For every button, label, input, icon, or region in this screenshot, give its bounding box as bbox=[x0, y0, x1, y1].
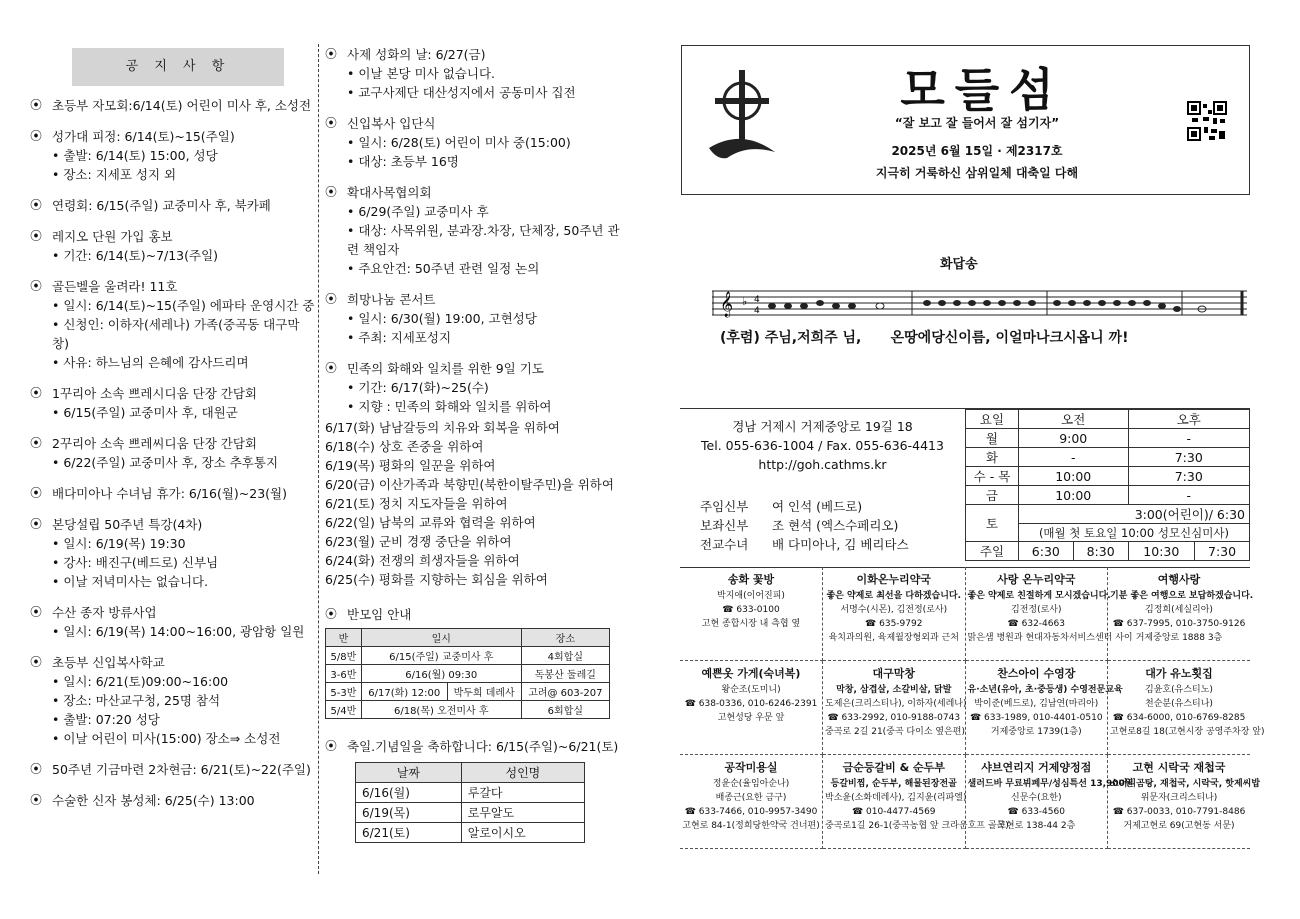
clergy-role: 전교수녀 bbox=[700, 537, 749, 552]
bullet-circle-icon: ⦿ bbox=[30, 605, 43, 619]
notice-item bbox=[30, 760, 315, 779]
notice-item bbox=[30, 603, 315, 641]
schedule-am: - bbox=[1018, 448, 1128, 467]
ad-line: 맑은샘 병원과 현대자동차서비스센터 사이 bbox=[967, 633, 1133, 643]
prayer-list bbox=[325, 418, 625, 589]
ad-name: 이화온누리약국 bbox=[856, 573, 931, 586]
notice-title-text: 수산 종자 방류사업 bbox=[52, 605, 157, 620]
clergy-row bbox=[700, 535, 909, 554]
notice-item bbox=[30, 96, 315, 115]
ad-name: 공작미용실 bbox=[724, 761, 778, 774]
ad-line: 박소윤(소화데레사), 김지윤(리파엘) bbox=[825, 793, 967, 803]
feast-cell: 6/16(월) bbox=[356, 783, 462, 803]
feast-cell: 6/21(토) bbox=[356, 823, 462, 843]
ad-cell bbox=[680, 755, 823, 849]
notice-title bbox=[30, 603, 315, 622]
notice-item bbox=[30, 196, 315, 215]
notice-detail: • 주요안건: 50주년 관련 일정 논의 bbox=[325, 259, 625, 278]
ad-name: 송화 꽃방 bbox=[727, 573, 775, 586]
ad-line: 김윤호(유스티노) bbox=[1145, 685, 1213, 695]
prayer-intention: 6/20(금) 이산가족과 북향민(북한이탈주민)을 위하여 bbox=[325, 477, 614, 492]
prayer-intention: 6/24(화) 전쟁의 희생자들을 위하여 bbox=[325, 553, 520, 568]
bullet-circle-icon: ⦿ bbox=[30, 517, 43, 531]
notice-title-text: 레지오 단원 가입 홍보 bbox=[52, 229, 173, 244]
banmoim-header-cell: 반 bbox=[326, 629, 362, 647]
ad-line: ☎ 633-4560 bbox=[1007, 807, 1065, 817]
banmoim-row bbox=[326, 665, 610, 683]
prayer-intention: 6/22(일) 남북의 교류와 협력을 위하여 bbox=[325, 515, 536, 530]
ad-line: ☎ 010-4477-4569 bbox=[851, 807, 936, 817]
schedule-day: 수 - 목 bbox=[966, 467, 1019, 486]
bullet-circle-icon: ⦿ bbox=[30, 436, 43, 450]
notice-item bbox=[325, 114, 625, 171]
phone: Tel. 055-636-1004 / Fax. 055-636-4413 bbox=[701, 438, 944, 453]
ads-table bbox=[680, 567, 1265, 849]
schedule-header-cell: 요일 bbox=[966, 410, 1019, 429]
notice-detail: • 일시: 6/21(토)09:00~16:00 bbox=[30, 672, 315, 691]
bullet-circle-icon: ⦿ bbox=[30, 129, 43, 143]
notice-title bbox=[30, 791, 315, 810]
ad-line: 정윤순(율임아순나) bbox=[712, 779, 790, 789]
ad-tagline: 좋은 약제로 친절하게 모시겠습니다. bbox=[967, 591, 1111, 601]
notice-detail: • 6/15(주일) 교중미사 후, 대원군 bbox=[30, 403, 315, 422]
ad-cell bbox=[823, 567, 966, 661]
banmoim-cell: 독봉산 둘레길 bbox=[521, 665, 609, 683]
schedule-sun-time: 6:30 bbox=[1018, 542, 1073, 561]
ad-line: 거제고현로 69(고현동 서문) bbox=[1123, 821, 1235, 831]
schedule-sun-time: 7:30 bbox=[1195, 542, 1250, 561]
banmoim-cell: 박두희 데레사 bbox=[447, 683, 521, 701]
schedule-header-cell: 오전 bbox=[1018, 410, 1128, 429]
address: 경남 거제시 거제중앙로 19길 18 bbox=[732, 419, 913, 434]
banmoim-cell: 고려@ 603-207 bbox=[521, 683, 609, 701]
ad-cell bbox=[965, 661, 1123, 755]
banmoim-cell: 5/8반 bbox=[326, 647, 362, 665]
ad-line: ☎ 635-9792 bbox=[865, 619, 923, 629]
bullet-circle-icon: ⦿ bbox=[30, 386, 43, 400]
notice-title bbox=[30, 196, 315, 215]
notice-title-text: 1꾸리아 소속 쁘레시디움 단장 간담회 bbox=[52, 386, 257, 401]
schedule-pm: - bbox=[1128, 429, 1249, 448]
notice-detail: • 장소: 마산교구청, 25명 참석 bbox=[30, 691, 315, 710]
ad-line: 고현 종합시장 내 측협 옆 bbox=[701, 619, 801, 629]
feast-cell: 로무알도 bbox=[461, 803, 584, 823]
feast-row bbox=[356, 783, 585, 803]
prayer-intention: 6/21(토) 정치 지도자들을 위하여 bbox=[325, 496, 508, 511]
notices-list-2 bbox=[325, 45, 625, 416]
ad-line: 고현로 84-1(정희당한약국 건너편) bbox=[682, 821, 820, 831]
ads-row bbox=[680, 755, 1250, 849]
prayer-intention: 6/19(목) 평화의 일꾼을 위하여 bbox=[325, 458, 496, 473]
notice-title bbox=[30, 384, 315, 403]
ad-tagline: 등갈비찜, 순두부, 해물된장전골 bbox=[830, 779, 957, 789]
ad-line: 천순분(유스티나) bbox=[1145, 699, 1213, 709]
clergy-name: 여 인석 (베드로) bbox=[772, 499, 863, 514]
notice-item bbox=[30, 277, 315, 372]
notice-detail: • 지향 : 민족의 화해와 일치를 위하여 bbox=[325, 397, 625, 416]
qr-code-icon[interactable] bbox=[1187, 101, 1227, 141]
ad-cell bbox=[1108, 755, 1261, 849]
feast-day: 지극히 거룩하신 삼위일체 대축일 다해 bbox=[875, 166, 1079, 180]
ad-line: ☎ 633-2992, 010-9188-0743 bbox=[827, 713, 961, 723]
notice-detail: • 대상: 초등부 16명 bbox=[325, 152, 625, 171]
ad-line: 위문자(크리스티나) bbox=[1140, 793, 1218, 803]
notice-item bbox=[325, 45, 625, 102]
feast-table bbox=[355, 762, 585, 843]
schedule-sun-time: 10:30 bbox=[1128, 542, 1195, 561]
notice-title bbox=[30, 484, 315, 503]
notice-detail: • 기간: 6/17(화)~25(수) bbox=[325, 378, 625, 397]
ad-cell bbox=[823, 755, 1009, 849]
schedule-am: 10:00 bbox=[1018, 486, 1128, 505]
feast-title: ⦿ 축일.기념일을 축하합니다: 6/15(주일)~6/21(토) bbox=[325, 739, 619, 754]
ad-name: 예쁜옷 가게(숙녀복) bbox=[701, 667, 801, 680]
schedule-header-row bbox=[966, 410, 1250, 429]
notice-title bbox=[30, 96, 315, 115]
banmoim-cell: 6/18(목) 오전미사 후 bbox=[361, 701, 521, 719]
schedule-day: 토 bbox=[966, 505, 1019, 542]
notices-column-1 bbox=[30, 48, 315, 822]
ad-line: 김정희(세실리아) bbox=[1145, 605, 1213, 615]
ad-line: 왕순조(도미니) bbox=[721, 685, 781, 695]
schedule-row bbox=[966, 467, 1250, 486]
notice-detail: • 이날 어린이 미사(15:00) 장소⇒ 소성전 bbox=[30, 729, 315, 748]
banmoim-row bbox=[326, 683, 610, 701]
notice-item bbox=[30, 384, 315, 422]
notice-title-text: 확대사목협의회 bbox=[347, 185, 432, 200]
notice-detail: • 교구사제단 대산성지에서 공동미사 집전 bbox=[325, 83, 625, 102]
ad-name: 대구막창 bbox=[872, 667, 915, 680]
notice-item bbox=[30, 127, 315, 184]
ad-line: 신문수(요한) bbox=[1011, 793, 1062, 803]
banmoim-cell: 6회합실 bbox=[521, 701, 609, 719]
issue-date: 2025년 6월 15일 · 제2317호 bbox=[891, 144, 1063, 158]
bullet-circle-icon: ⦿ bbox=[30, 655, 43, 669]
notice-title-text: 2꾸리아 소속 쁘레씨디움 단장 간담회 bbox=[52, 436, 257, 451]
schedule-row-sunday bbox=[966, 542, 1250, 561]
schedule-pm: 3:00(어린이)/ 6:30 bbox=[1018, 505, 1249, 524]
schedule-row bbox=[966, 486, 1250, 505]
notice-detail: • 출발: 07:20 성당 bbox=[30, 710, 315, 729]
notice-item bbox=[325, 359, 625, 416]
bullet-circle-icon: ⦿ bbox=[30, 762, 43, 776]
notice-title-text: 배다미아나 수녀님 휴가: 6/16(월)~23(월) bbox=[52, 486, 287, 501]
banmoim-cell: 5-3반 bbox=[326, 683, 362, 701]
feast-cell: 6/19(목) bbox=[356, 803, 462, 823]
notice-title bbox=[30, 515, 315, 534]
schedule-note: (매월 첫 토요일 10:00 성모신심미사) bbox=[1018, 524, 1249, 542]
bullet-circle-icon: ⦿ bbox=[325, 116, 338, 130]
bulletin-title: 모들섬 bbox=[900, 63, 1064, 117]
cross-dove-logo-icon bbox=[707, 68, 777, 168]
ad-cell bbox=[1108, 661, 1265, 755]
ad-line: 도제은(크리스티나), 이하자(세레나) bbox=[825, 699, 967, 709]
schedule-day: 금 bbox=[966, 486, 1019, 505]
ad-line: 고현성당 우문 앞 bbox=[717, 713, 785, 723]
ad-line: ☎ 637-0033, 010-7791-8486 bbox=[1112, 807, 1246, 817]
notice-title bbox=[325, 183, 625, 202]
notice-title bbox=[30, 127, 315, 146]
ad-line: 박이준(베드로), 김남연(마리아) bbox=[974, 699, 1099, 709]
schedule-header-cell: 오후 bbox=[1128, 410, 1249, 429]
notices-list-1 bbox=[30, 96, 315, 810]
ad-tagline: 소머리곰탕, 재첩국, 시락국, 핫제씨밥 bbox=[1110, 779, 1261, 789]
ad-tagline: 막창, 삼겹살, 소갈비살, 닭발 bbox=[836, 685, 952, 695]
ad-line: ☎ 633-7466, 010-9957-3490 bbox=[684, 807, 818, 817]
notice-title bbox=[30, 227, 315, 246]
schedule-day: 월 bbox=[966, 429, 1019, 448]
clergy-name: 배 다미아나, 김 베리타스 bbox=[772, 537, 909, 552]
masthead bbox=[681, 45, 1250, 195]
ad-line: ☎ 632-4663 bbox=[1007, 619, 1065, 629]
prayer-intention: 6/23(월) 군비 경쟁 중단을 위하여 bbox=[325, 534, 512, 549]
banmoim-cell: 4회합실 bbox=[521, 647, 609, 665]
clergy-role: 주임신부 bbox=[700, 499, 749, 514]
svg-text:4: 4 bbox=[754, 306, 760, 316]
banmoim-cell: 6/15(주일) 교중미사 후 bbox=[361, 647, 521, 665]
feast-row bbox=[356, 823, 585, 843]
notice-title bbox=[30, 434, 315, 453]
notice-detail: • 일시: 6/28(토) 어린이 미사 중(15:00) bbox=[325, 133, 625, 152]
notice-detail: • 일시: 6/19(목) 19:30 bbox=[30, 534, 315, 553]
schedule-row bbox=[966, 429, 1250, 448]
banmoim-cell: 5/4반 bbox=[326, 701, 362, 719]
ad-line: ☎ 634-6000, 010-6769-8285 bbox=[1112, 713, 1246, 723]
bullet-circle-icon: ⦿ bbox=[325, 739, 338, 753]
banmoim-header-cell: 장소 bbox=[521, 629, 609, 647]
notice-title-text: 골든벨을 울려라! 11호 bbox=[52, 279, 178, 294]
notice-title bbox=[325, 45, 625, 64]
ad-name: 찬스아이 수영장 bbox=[997, 667, 1076, 680]
parish-address-block bbox=[680, 417, 965, 474]
svg-text:4: 4 bbox=[754, 295, 760, 305]
music-staff bbox=[712, 285, 1252, 325]
schedule-row bbox=[966, 448, 1250, 467]
notice-detail: • 기간: 6/14(토)~7/13(주일) bbox=[30, 246, 315, 265]
notice-detail: • 6/29(주일) 교중미사 후 bbox=[325, 202, 625, 221]
ad-name: 대가 유노횟집 bbox=[1145, 667, 1213, 680]
ad-name: 금순등갈비 & 순두부 bbox=[842, 761, 945, 774]
ad-tagline: 샐러드바 무료뷔페무/성심특선 13,900원 bbox=[967, 779, 1134, 789]
notice-detail: • 일시: 6/19(목) 14:00~16:00, 광암항 일원 bbox=[30, 622, 315, 641]
clergy-list bbox=[700, 497, 909, 554]
bullet-circle-icon: ⦿ bbox=[30, 98, 43, 112]
notice-item bbox=[30, 434, 315, 472]
notice-title-text: 성가대 피정: 6/14(토)~15(주일) bbox=[52, 129, 235, 144]
mass-schedule-table bbox=[965, 409, 1250, 561]
ad-name: 고현 시락국 재첩국 bbox=[1132, 761, 1226, 774]
ad-cell bbox=[1108, 567, 1254, 661]
ad-line: ☎ 633-1989, 010-4401-0510 bbox=[969, 713, 1103, 723]
notice-item bbox=[30, 653, 315, 748]
notice-title-text: 연령회: 6/15(주일) 교중미사 후, 북카페 bbox=[52, 198, 271, 213]
banmoim-row bbox=[326, 701, 610, 719]
notices-column-2 bbox=[325, 45, 625, 843]
notice-item bbox=[30, 791, 315, 810]
prayer-intention: 6/18(수) 상호 존중을 위하여 bbox=[325, 439, 484, 454]
notice-title-text: 초등부 신입복사학교 bbox=[52, 655, 165, 670]
bullet-circle-icon: ⦿ bbox=[325, 47, 338, 61]
notice-title bbox=[325, 359, 625, 378]
banmoim-row bbox=[326, 647, 610, 665]
notice-item bbox=[325, 290, 625, 347]
notice-detail: • 주최: 지세포성지 bbox=[325, 328, 625, 347]
notice-title bbox=[30, 277, 315, 296]
parish-info bbox=[680, 408, 1250, 568]
banmoim-header-cell: 일시 bbox=[361, 629, 521, 647]
ad-line: 고현로8길 18(고현시장 공영주차장 앞) bbox=[1110, 727, 1265, 737]
notice-detail: • 사유: 하느님의 은혜에 감사드리며 bbox=[30, 353, 315, 372]
notice-detail: • 이날 저녁미사는 없습니다. bbox=[30, 572, 315, 591]
clergy-row bbox=[700, 516, 909, 535]
notice-detail: • 이날 본당 미사 없습니다. bbox=[325, 64, 625, 83]
clergy-role: 보좌신부 bbox=[700, 518, 749, 533]
schedule-sun-time: 8:30 bbox=[1073, 542, 1128, 561]
ad-cell bbox=[680, 661, 823, 755]
notice-title-text: 민족의 화해와 일치를 위한 9일 기도 bbox=[347, 361, 544, 376]
banmoim-table bbox=[325, 628, 610, 719]
svg-text:𝄞: 𝄞 bbox=[720, 292, 734, 317]
schedule-pm: 7:30 bbox=[1128, 448, 1249, 467]
notice-detail: • 대상: 사목위원, 분과장.차장, 단체장, 50주년 관련 책임자 bbox=[325, 221, 625, 259]
ad-line: 거제중앙로 1739(1층) bbox=[990, 727, 1082, 737]
feast-cell: 알로이시오 bbox=[461, 823, 584, 843]
schedule-pm: - bbox=[1128, 486, 1249, 505]
clergy-row bbox=[700, 497, 909, 516]
banmoim-cell: 6/17(화) 12:00 bbox=[361, 683, 447, 701]
ad-cell bbox=[680, 567, 823, 661]
feast-row bbox=[356, 803, 585, 823]
ad-tagline: 유·소년(유아, 초·중등생) 수영전문교육 bbox=[967, 685, 1123, 695]
bullet-circle-icon: ⦿ bbox=[325, 292, 338, 306]
bullet-circle-icon: ⦿ bbox=[30, 198, 43, 212]
ads-row bbox=[680, 567, 1250, 661]
banmoim-title: ⦿ 반모임 안내 bbox=[325, 607, 412, 622]
bullet-circle-icon: ⦿ bbox=[325, 361, 338, 375]
banmoim-header-row bbox=[326, 629, 610, 647]
notice-title-text: 희망나눔 콘서트 bbox=[347, 292, 436, 307]
ad-line: 배종근(요한 금구) bbox=[715, 793, 787, 803]
notice-item bbox=[325, 183, 625, 278]
notice-title bbox=[30, 760, 315, 779]
notice-title-text: 초등부 자모회:6/14(토) 어린이 미사 후, 소성전 bbox=[52, 98, 312, 113]
svg-text:♭: ♭ bbox=[742, 295, 748, 308]
schedule-day: 화 bbox=[966, 448, 1019, 467]
notice-title-text: 신입복사 입단식 bbox=[347, 116, 436, 131]
hymn-title: 화답송 bbox=[940, 257, 978, 272]
notice-detail: • 강사: 배진구(베드로) 신부님 bbox=[30, 553, 315, 572]
ad-name: 여행사랑 bbox=[1157, 573, 1201, 586]
slogan: “잘 보고 잘 들어서 잘 섬기자” bbox=[894, 116, 1060, 130]
ad-name: 사랑 온누리약국 bbox=[997, 573, 1076, 586]
ad-line: 중곡로1길 26-1(중곡농협 앞 크라운호프 골목) bbox=[825, 821, 1009, 831]
ad-line: ☎ 638-0336, 010-6246-2391 bbox=[684, 699, 818, 709]
notice-detail: • 신청인: 이하자(세레나) 가족(중곡동 대구막창) bbox=[30, 315, 315, 353]
ad-line: 거제중앙로 1888 3층 bbox=[1135, 633, 1223, 643]
notice-detail: • 출발: 6/14(토) 15:00, 성당 bbox=[30, 146, 315, 165]
feast-cell: 루갈다 bbox=[461, 783, 584, 803]
notice-title bbox=[325, 290, 625, 309]
ad-line: 육치과의원, 육제월장형외과 근처 bbox=[828, 633, 959, 643]
bullet-circle-icon: ⦿ bbox=[30, 486, 43, 500]
notice-title bbox=[30, 653, 315, 672]
notice-title-text: 수술한 신자 봉성체: 6/25(수) 13:00 bbox=[52, 793, 255, 808]
ad-line: 중곡로 2길 21(중곡 다이소 옆은편) bbox=[825, 727, 965, 737]
ad-line: 김전정(로사) bbox=[1011, 605, 1062, 615]
notice-detail: • 일시: 6/14(토)~15(주일) 에파타 운영시간 중 bbox=[30, 296, 315, 315]
schedule-row-saturday bbox=[966, 505, 1250, 524]
feast-header-cell: 성인명 bbox=[461, 763, 584, 783]
bullet-circle-icon: ⦿ bbox=[30, 229, 43, 243]
ads-row bbox=[680, 661, 1250, 755]
banmoim-cell: 3-6반 bbox=[326, 665, 362, 683]
ad-line: ☎ 633-0100 bbox=[722, 605, 780, 615]
notice-title bbox=[325, 114, 625, 133]
bullet-circle-icon: ⦿ bbox=[325, 607, 338, 621]
ad-line: 고현로 138-44 2층 bbox=[997, 821, 1076, 831]
schedule-am: 10:00 bbox=[1018, 467, 1128, 486]
feast-header-cell: 날짜 bbox=[356, 763, 462, 783]
banmoim-cell: 6/16(월) 09:30 bbox=[361, 665, 521, 683]
bullet-circle-icon: ⦿ bbox=[30, 279, 43, 293]
website-link[interactable]: http://goh.cathms.kr bbox=[758, 457, 887, 472]
schedule-am: 9:00 bbox=[1018, 429, 1128, 448]
prayer-intention: 6/25(수) 평화를 지향하는 회심을 위하여 bbox=[325, 572, 548, 587]
ad-name: 샤브연리지 거제양정점 bbox=[981, 761, 1092, 774]
clergy-name: 조 현석 (엑스수페리오) bbox=[772, 518, 899, 533]
schedule-pm: 7:30 bbox=[1128, 467, 1249, 486]
ad-line: ☎ 637-7995, 010-3750-9126 bbox=[1112, 619, 1246, 629]
ad-tagline: 기분 좋은 여행으로 보답하겠습니다. bbox=[1110, 591, 1254, 601]
notice-item bbox=[30, 227, 315, 265]
notice-title-text: 50주년 기금마련 2차현금: 6/21(토)~22(주일) bbox=[52, 762, 311, 777]
bullet-circle-icon: ⦿ bbox=[30, 793, 43, 807]
notice-item bbox=[30, 484, 315, 503]
notice-detail: • 일시: 6/30(월) 19:00, 고현성당 bbox=[325, 309, 625, 328]
notice-item bbox=[30, 515, 315, 591]
notices-header: 공 지 사 항 bbox=[72, 48, 284, 86]
prayer-intention: 6/17(화) 남남갈등의 치유와 회복을 위하여 bbox=[325, 420, 560, 435]
notice-detail: • 6/22(주일) 교중미사 후, 장소 추후통지 bbox=[30, 453, 315, 472]
ad-cell bbox=[965, 755, 1134, 849]
column-divider bbox=[318, 44, 319, 874]
ad-tagline: 좋은 약제로 최선을 다하겠습니다. bbox=[826, 591, 962, 601]
ad-line: 서명수(시몬), 김전정(로사) bbox=[840, 605, 948, 615]
ad-line: 박지애(이어진피) bbox=[717, 591, 785, 601]
hymn-lyrics: (후렴) 주님,저희주 님, 온땅에당신이름, 이얼마나크시옵니 까! bbox=[720, 330, 1129, 346]
bullet-circle-icon: ⦿ bbox=[325, 185, 338, 199]
feast-header-row bbox=[356, 763, 585, 783]
schedule-day: 주일 bbox=[966, 542, 1019, 561]
notice-title-text: 본당설립 50주년 특강(4차) bbox=[52, 517, 203, 532]
notice-detail: • 장소: 지세포 성지 외 bbox=[30, 165, 315, 184]
notice-title-text: 사제 성화의 날: 6/27(금) bbox=[347, 47, 486, 62]
ad-cell bbox=[965, 567, 1133, 661]
ads-section bbox=[680, 567, 1265, 849]
ad-cell bbox=[823, 661, 966, 755]
